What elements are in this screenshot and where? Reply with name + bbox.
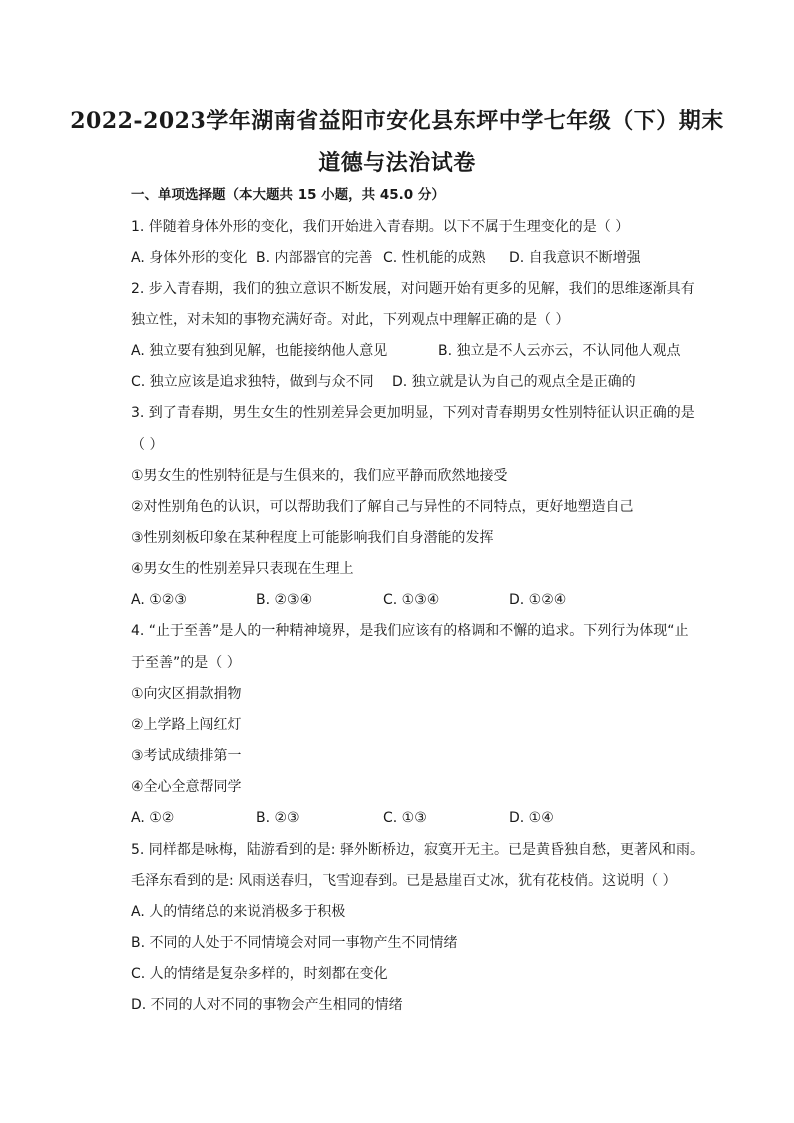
question-4-item-4: ④全心全意帮同学 [131,779,242,795]
question-1-option-d: D. 自我意识不断增强 [509,250,641,266]
question-1-option-a: A. 身体外形的变化 [131,250,248,266]
question-3-item-2: ②对性别角色的认识，可以帮助我们了解自己与异性的不同特点，更好地塑造自己 [131,499,634,515]
question-3-option-a: A. ①②③ [131,592,187,608]
question-4-item-3: ③考试成绩排第一 [131,748,242,764]
question-3-option-d: D. ①②④ [509,592,567,608]
question-3-option-c: C. ①③④ [383,592,440,608]
exam-title-line-2: 道德与法治试卷 [318,150,476,176]
question-3-item-3: ③性别刻板印象在某种程度上可能影响我们自身潜能的发挥 [131,530,494,546]
question-2-option-c: C. 独立应该是追求独特，做到与众不同 [131,374,374,390]
question-4-item-2: ②上学路上闯红灯 [131,717,242,733]
question-5-stem-line-2: 毛泽东看到的是: 风雨送春归，飞雪迎春到。已是悬崖百丈冰，犹有花枝俏。这说明（ ） [131,873,677,889]
question-4-option-d: D. ①④ [509,810,554,826]
question-4-item-1: ①向灾区捐款捐物 [131,686,242,702]
question-5-option-c: C. 人的情绪是复杂多样的，时刻都在变化 [131,966,388,982]
question-3-option-b: B. ②③④ [256,592,313,608]
question-3-item-4: ④男女生的性别差异只表现在生理上 [131,561,354,577]
question-1-option-c: C. 性机能的成熟 [383,250,486,266]
question-1-stem: 1. 伴随着身体外形的变化，我们开始进入青春期。以下不属于生理变化的是（ ） [131,219,630,235]
section-heading: 一、单项选择题（本大题共 15 小题，共 45.0 分） [131,187,445,203]
exam-title-line-1: 2022-2023学年湖南省益阳市安化县东坪中学七年级（下）期末 [70,108,724,134]
question-4-stem-line-2: 于至善”的是（ ） [131,655,241,671]
question-4-option-b: B. ②③ [256,810,300,826]
question-5-option-b: B. 不同的人处于不同情境会对同一事物产生不同情绪 [131,935,458,951]
question-4-stem-line-1: 4. “止于至善”是人的一种精神境界，是我们应该有的格调和不懈的追求。下列行为体现“止 [131,623,689,639]
question-2-stem-line-1: 2. 步入青春期，我们的独立意识不断发展，对问题开始有更多的见解，我们的思维逐渐具有 [131,281,695,297]
question-5-option-a: A. 人的情绪总的来说消极多于积极 [131,904,346,920]
question-2-option-b: B. 独立是不人云亦云，不认同他人观点 [438,343,681,359]
question-1-option-b: B. 内部器官的完善 [256,250,373,266]
question-3-stem-line-1: 3. 到了青春期，男生女生的性别差异会更加明显，下列对青春期男女性别特征认识正确的是 [131,405,695,421]
question-2-option-a: A. 独立要有独到见解，也能接纳他人意见 [131,343,388,359]
question-3-stem-line-2: （ ） [131,437,164,453]
question-5-option-d: D. 不同的人对不同的事物会产生相同的情绪 [131,997,403,1013]
question-2-option-d: D. 独立就是认为自己的观点全是正确的 [392,374,636,390]
question-4-option-a: A. ①② [131,810,175,826]
question-5-stem-line-1: 5. 同样都是咏梅，陆游看到的是: 驿外断桥边，寂寞开无主。已是黄昏独自愁，更著风和雨。 [131,842,704,858]
question-4-option-c: C. ①③ [383,810,427,826]
question-3-item-1: ①男女生的性别特征是与生俱来的，我们应平静而欣然地接受 [131,468,508,484]
question-2-stem-line-2: 独立性，对未知的事物充满好奇。对此，下列观点中理解正确的是（ ） [131,312,570,328]
